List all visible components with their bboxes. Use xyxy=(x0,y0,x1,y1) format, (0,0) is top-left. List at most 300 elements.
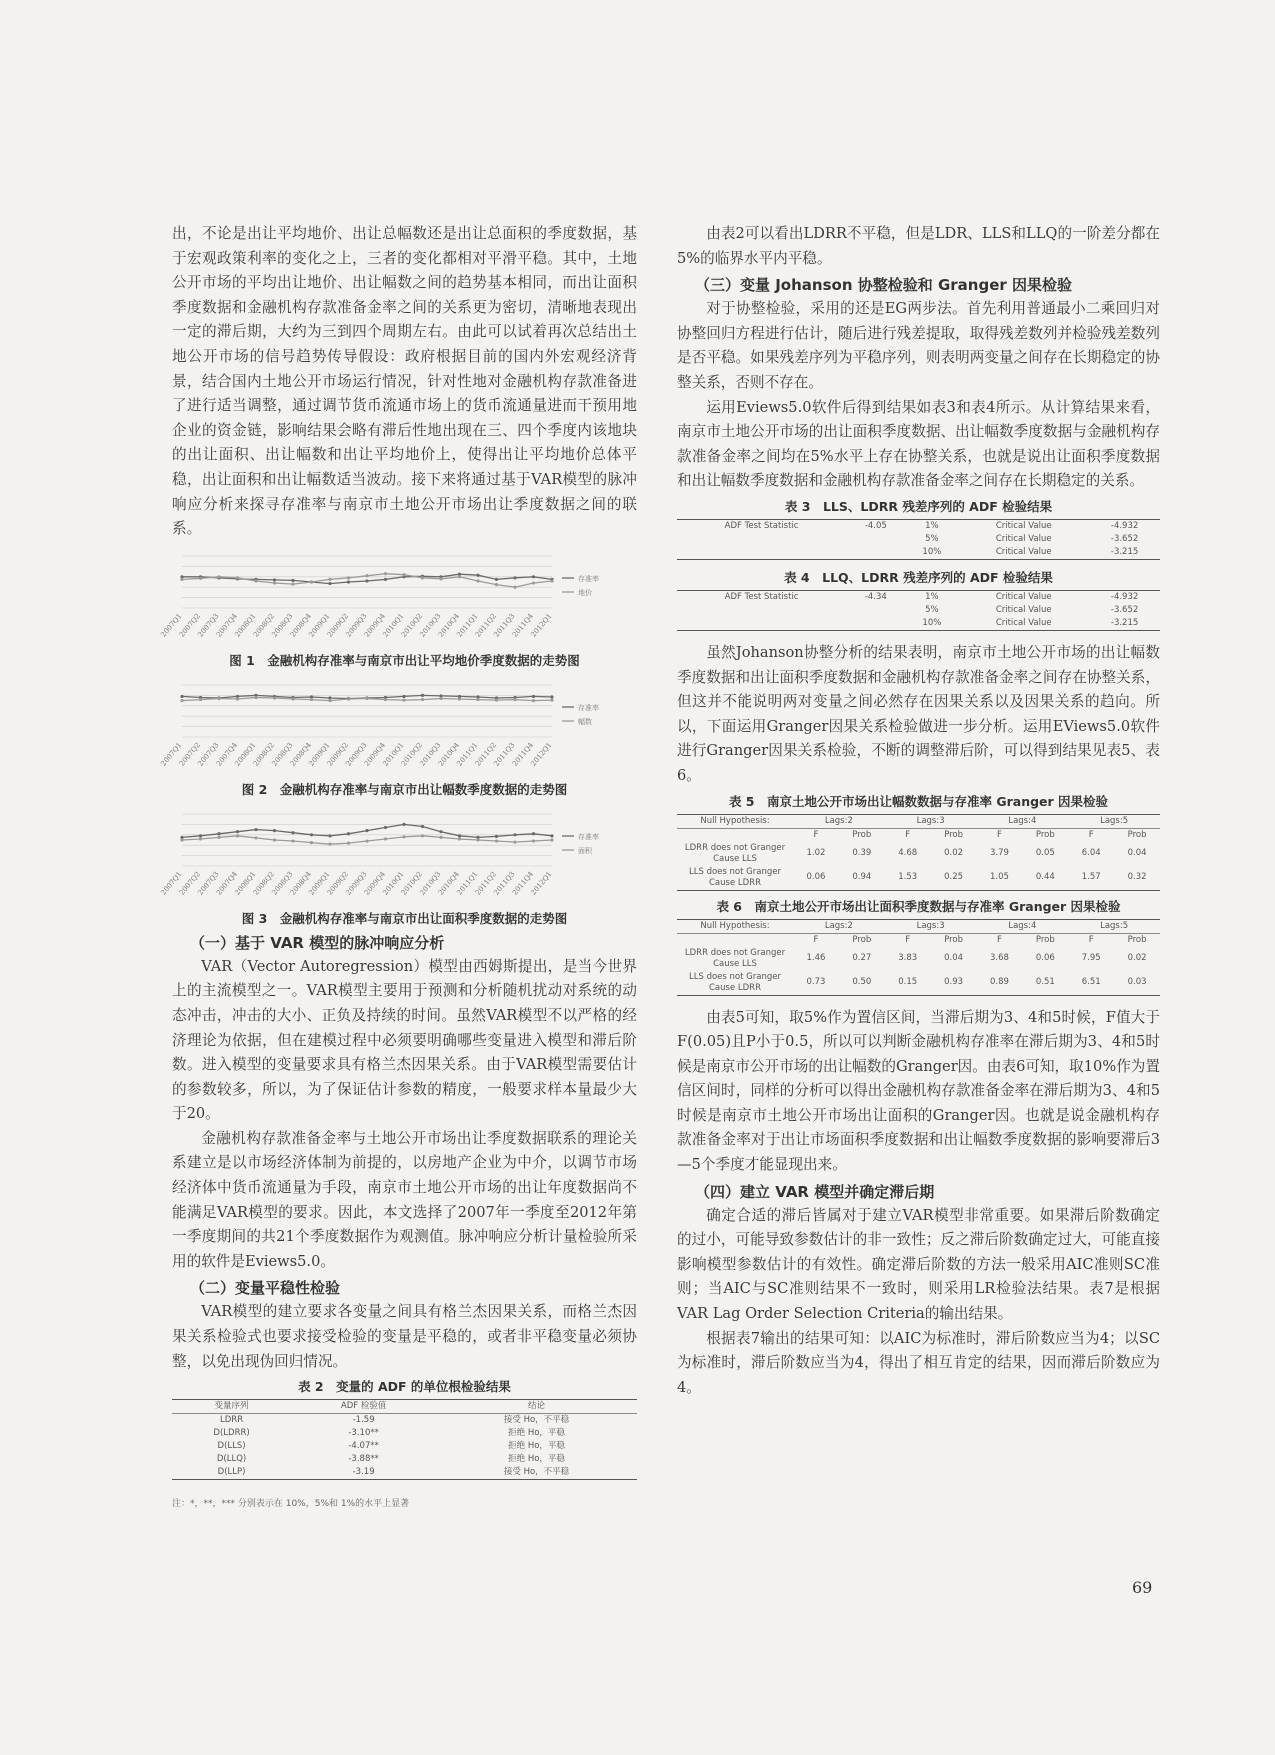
table-cell: -1.59 xyxy=(352,1415,375,1426)
table-cell xyxy=(846,617,905,631)
table-cell: LDRR xyxy=(220,1415,244,1426)
table-cell xyxy=(846,604,905,617)
table-cell: Critical Value xyxy=(995,546,1052,557)
table-cell: Prob xyxy=(1127,934,1147,945)
data-point xyxy=(199,837,202,840)
table-cell: 1.02 xyxy=(806,848,826,858)
table-cell: LDRR does not Granger Cause LLS xyxy=(684,947,786,969)
table-cell: 拒绝 Ho，平稳 xyxy=(508,1441,565,1452)
table-row xyxy=(677,590,1160,604)
data-point xyxy=(199,698,202,701)
table-header: Lags:2 xyxy=(824,920,853,931)
paragraph: 虽然Johanson协整分析的结果表明，南京市土地公开市场的出让幅数季度数据和出让面积季度数据和金融机构存款准备金率之间存在协整关系，但这并不能说明两对变量之间必然存在因果关系以及因果关系的趋向。所以，下面运用Granger因果关系检验做进一步分析。运用EViews5.0软件进行Granger因果关系检验，不断的调整滞后阶，可以得到结果见表5、表6。 xyxy=(677,643,1160,784)
data-point xyxy=(328,578,331,581)
x-tick-label: 2008Q2 xyxy=(251,740,277,768)
data-point xyxy=(458,575,461,578)
table-header: Lags:5 xyxy=(1100,815,1129,826)
table-row xyxy=(172,1453,637,1466)
data-point xyxy=(199,834,202,837)
table-cell: -3.652 xyxy=(1110,604,1139,615)
data-point xyxy=(199,576,202,579)
data-point xyxy=(421,698,424,701)
legend-label: 面积 xyxy=(578,846,592,855)
table-cell xyxy=(846,533,905,546)
data-point xyxy=(550,698,553,701)
table-cell: 拒绝 Ho，平稳 xyxy=(508,1454,565,1465)
table-row xyxy=(677,519,1160,533)
data-point xyxy=(513,585,516,588)
section-heading-3: （三）变量 Johanson 协整检验和 Granger 因果检验 xyxy=(695,276,1072,295)
table-cell: 1% xyxy=(925,591,939,602)
data-point xyxy=(458,834,461,837)
table-4 xyxy=(677,590,1160,631)
x-tick-label: 2011Q2 xyxy=(473,611,499,639)
table-row xyxy=(677,947,1160,971)
table-cell: 5% xyxy=(925,604,939,615)
table-cell: 3.83 xyxy=(898,953,918,963)
table-cell: -3.19 xyxy=(352,1467,375,1478)
data-point xyxy=(439,697,442,700)
figure-2-caption: 图 2 金融机构存准率与南京市出让幅数季度数据的走势图 xyxy=(241,781,568,797)
table-cell: Critical Value xyxy=(995,520,1052,531)
x-tick-label: 2012Q1 xyxy=(529,740,554,768)
table-cell: -4.932 xyxy=(1110,591,1139,602)
table-cell: -4.07** xyxy=(348,1441,379,1452)
table-row xyxy=(677,533,1160,546)
data-point xyxy=(439,836,442,839)
data-point xyxy=(291,582,294,585)
section-heading-1: （一）基于 VAR 模型的脉冲响应分析 xyxy=(190,933,445,952)
table-cell: 接受 Ho，不平稳 xyxy=(503,1415,570,1426)
table-cell: 0.51 xyxy=(1035,977,1055,987)
data-point xyxy=(402,823,405,826)
table-cell: D(LLS) xyxy=(217,1441,246,1452)
table-cell: 0.50 xyxy=(852,977,872,987)
table-cell: 0.89 xyxy=(989,977,1009,987)
data-point xyxy=(384,826,387,829)
table-header: Null Hypothesis: xyxy=(700,815,770,826)
table-cell xyxy=(677,604,846,617)
table-row xyxy=(677,866,1160,891)
figure-3 xyxy=(159,806,637,929)
table-cell: 接受 Ho，不平稳 xyxy=(503,1467,570,1478)
data-point xyxy=(532,832,535,835)
paragraph: 对于协整检验，采用的还是EG两步法。首先利用普通最小二乘回归对协整回归方程进行估计，随后进行残差提取，取得残差数列并检验残差数列是否平稳。如果残差序列为平稳序列，则表明两变量之间存在长期稳定的协整关系，否则不存在。 xyxy=(677,300,1160,391)
table-cell: 0.02 xyxy=(1127,953,1147,963)
table-cell: Prob xyxy=(1035,934,1055,945)
legend-label: 存准率 xyxy=(578,703,599,712)
table-5 xyxy=(677,814,1160,891)
table-cell: -3.215 xyxy=(1110,617,1139,628)
table-header: Lags:3 xyxy=(916,920,945,931)
table-cell: F xyxy=(905,934,911,945)
data-point xyxy=(532,699,535,702)
paragraph: VAR（Vector Autoregression）模型由西姆斯提出，是当今世界上的主流模型之一。VAR模型主要用于预测和分析随机扰动对系统的动态冲击，冲击的大小、正负及持续的时间。虽然VAR模型不以严格的经济理论为依据，但在建模过程中必须要明确哪些变量进入模型和滞后阶数。进入模型的变量要求具有格兰杰因果关系。由于VAR模型需要估计的参数较多，所以，为了保证估计参数的精度，一般要求样本量最少大于20。 xyxy=(172,957,637,1123)
table-cell: 0.94 xyxy=(852,872,872,882)
x-tick-label: 2007Q2 xyxy=(177,740,203,768)
table-row xyxy=(172,1466,637,1480)
data-point xyxy=(180,695,183,698)
x-tick-label: 2009Q4 xyxy=(362,611,388,639)
data-point xyxy=(347,697,350,700)
table-cell: 6.04 xyxy=(1081,848,1101,858)
data-point xyxy=(513,833,516,836)
table-cell: Prob xyxy=(944,934,963,945)
table-4-caption: 表 4 LLQ、LDRR 残差序列的 ADF 检验结果 xyxy=(784,569,1053,585)
paragraph: 由表5可知，取5%作为置信区间，当滞后期为3、4和5时候，F值大于F(0.05)且P小于0.5，所以可以判断金融机构存准率在滞后期为3、4和5时候是南京市公开市场的出让幅数的Granger因。由表6可知，取10%作为置信区间时，同样的分析可以得出金融机构存款准备金率在滞后期为3、4和5时候是南京市土地公开市场出让面积的Granger因。也就是说金融机构存款准备金率对于出让市场面积季度数据和出让幅数季度数据的影响要滞后3—5个季度才能显现出来。 xyxy=(677,1008,1160,1174)
table-2-note: 注：*，**，*** 分别表示在 10%，5%和 1%的水平上显著 xyxy=(172,1499,410,1510)
table-cell: 0.73 xyxy=(806,977,826,987)
x-tick-label: 2009Q4 xyxy=(362,869,388,897)
table-cell: 0.02 xyxy=(944,848,964,858)
data-point xyxy=(347,580,350,583)
data-point xyxy=(513,576,516,579)
figure-2-chart xyxy=(159,677,637,777)
x-tick-label: 2008Q3 xyxy=(270,869,295,897)
data-point xyxy=(328,834,331,837)
x-tick-label: 2008Q2 xyxy=(251,611,277,639)
data-point xyxy=(365,839,368,842)
x-tick-label: 2007Q3 xyxy=(196,869,221,897)
x-tick-label: 2009Q3 xyxy=(344,740,369,768)
table-cell: 0.06 xyxy=(806,872,826,882)
data-point xyxy=(421,576,424,579)
x-tick-label: 2011Q2 xyxy=(473,740,499,768)
data-point xyxy=(365,574,368,577)
legend-label: 地价 xyxy=(578,588,592,597)
data-point xyxy=(476,838,479,841)
data-point xyxy=(236,834,239,837)
x-tick-label: 2010Q2 xyxy=(399,740,425,768)
x-tick-label: 2007Q1 xyxy=(159,869,184,897)
data-point xyxy=(254,828,257,831)
section-heading-2: （二）变量平稳性检验 xyxy=(190,1279,341,1298)
table-header: 变量序列 xyxy=(214,1401,249,1412)
table-cell: ADF Test Statistic xyxy=(724,520,799,531)
table-cell: 0.04 xyxy=(1127,848,1147,858)
paragraph: 金融机构存款准备金率与土地公开市场出让季度数据联系的理论关系建立是以市场经济体制为前提的，以房地产企业为中介，以调节市场经济体中货币流通量为手段，南京市土地公开市场的出让年度数据尚不能满足VAR模型的要求。因此，本文选择了2007年一季度至2012年第一季度期间的共21个季度数据作为观测值。脉冲响应分析计量检验所采用的软件是Eviews5.0。 xyxy=(172,1129,637,1270)
table-cell: Prob xyxy=(1127,829,1147,840)
x-tick-label: 2007Q1 xyxy=(159,611,184,639)
table-header: Lags:4 xyxy=(1008,920,1037,931)
x-tick-label: 2011Q4 xyxy=(510,740,536,768)
data-point xyxy=(273,696,276,699)
table-cell: 0.06 xyxy=(1035,953,1055,963)
table-cell: LLS does not Granger Cause LDRR xyxy=(689,971,781,993)
data-point xyxy=(273,578,276,581)
x-tick-label: 2011Q1 xyxy=(455,869,480,897)
table-cell: -3.10** xyxy=(348,1428,379,1439)
x-tick-label: 2011Q1 xyxy=(455,740,480,768)
table-cell: 0.15 xyxy=(898,977,918,987)
data-point xyxy=(236,830,239,833)
x-tick-label: 2009Q1 xyxy=(307,611,332,639)
table-5-caption: 表 5 南京土地公开市场出让幅数数据与存准率 Granger 因果检验 xyxy=(728,793,1109,809)
x-tick-label: 2010Q2 xyxy=(399,869,425,897)
table-cell: 5% xyxy=(925,533,939,544)
table-cell: LDRR does not Granger Cause LLS xyxy=(684,842,786,864)
table-cell: F xyxy=(813,934,819,945)
x-tick-label: 2010Q2 xyxy=(399,611,425,639)
x-tick-label: 2007Q2 xyxy=(177,869,203,897)
paragraph: 运用Eviews5.0软件后得到结果如表3和表4所示。从计算结果来看，南京市土地公开市场的出让面积季度数据、出让幅数季度数据与金融机构存款准备金率之间均在5%水平上存在协整关系，也就是说出让面积季度数据和出让幅数季度数据和金融机构存款准备金率之间存在长期稳定的关系。 xyxy=(677,398,1160,490)
table-cell xyxy=(846,546,905,560)
table-cell: 10% xyxy=(922,546,942,557)
x-tick-label: 2007Q3 xyxy=(196,740,221,768)
table-cell: 3.79 xyxy=(989,848,1009,858)
data-point xyxy=(421,834,424,837)
data-point xyxy=(402,835,405,838)
table-cell: 0.25 xyxy=(944,872,964,882)
table-2-caption: 表 2 变量的 ADF 的单位根检验结果 xyxy=(298,1379,511,1395)
data-point xyxy=(291,831,294,834)
table-cell: F xyxy=(996,934,1002,945)
x-tick-label: 2009Q3 xyxy=(344,869,369,897)
table-cell: 4.68 xyxy=(898,848,918,858)
table-3-caption: 表 3 LLS、LDRR 残差序列的 ADF 检验结果 xyxy=(784,498,1053,514)
data-point xyxy=(291,839,294,842)
table-cell: Critical Value xyxy=(995,533,1052,544)
table-cell: F xyxy=(1088,829,1094,840)
table-header: Null Hypothesis: xyxy=(700,920,770,931)
data-point xyxy=(550,834,553,837)
data-point xyxy=(273,829,276,832)
table-row xyxy=(677,546,1160,560)
x-tick-label: 2011Q4 xyxy=(510,869,536,897)
data-point xyxy=(476,573,479,576)
table-cell: 0.27 xyxy=(852,953,872,963)
x-tick-label: 2010Q3 xyxy=(418,611,443,639)
data-point xyxy=(347,841,350,844)
figure-1-chart xyxy=(159,548,637,648)
x-tick-label: 2008Q2 xyxy=(251,869,277,897)
table-cell: D(LLQ) xyxy=(216,1454,247,1465)
table-cell: -4.34 xyxy=(864,591,887,602)
data-point xyxy=(402,573,405,576)
data-point xyxy=(495,583,498,586)
figure-3-chart xyxy=(159,806,637,906)
table-cell: -4.05 xyxy=(864,520,887,531)
data-point xyxy=(347,832,350,835)
data-point xyxy=(384,698,387,701)
page-number: 69 xyxy=(1132,1578,1153,1597)
data-point xyxy=(328,842,331,845)
figure-1-caption: 图 1 金融机构存准率与南京市出让平均地价季度数据的走势图 xyxy=(229,652,580,668)
x-tick-label: 2012Q1 xyxy=(529,611,554,639)
table-header: Lags:2 xyxy=(824,815,853,826)
data-point xyxy=(458,697,461,700)
figure-1 xyxy=(159,548,637,671)
table-subheader-row xyxy=(677,828,1160,842)
x-tick-label: 2007Q1 xyxy=(159,740,184,768)
data-point xyxy=(236,697,239,700)
table-cell: -3.88** xyxy=(348,1454,379,1465)
table-2 xyxy=(172,1399,637,1480)
data-point xyxy=(550,838,553,841)
data-point xyxy=(532,695,535,698)
x-tick-label: 2008Q4 xyxy=(288,740,314,768)
table-cell: 7.95 xyxy=(1081,953,1101,963)
data-point xyxy=(310,841,313,844)
table-row xyxy=(172,1414,637,1428)
x-tick-label: 2007Q4 xyxy=(214,869,240,897)
table-cell: F xyxy=(1088,934,1094,945)
table-cell: -4.932 xyxy=(1110,520,1139,531)
data-point xyxy=(513,698,516,701)
data-point xyxy=(476,698,479,701)
table-cell: 0.05 xyxy=(1035,848,1055,858)
table-cell: LLS does not Granger Cause LDRR xyxy=(689,866,781,888)
table-row xyxy=(677,842,1160,866)
table-cell: 拒绝 Ho，平稳 xyxy=(508,1428,565,1439)
legend-label: 存准率 xyxy=(578,574,599,583)
data-point xyxy=(384,578,387,581)
paragraph: 由表2可以看出LDRR不平稳，但是LDR、LLS和LLQ的一阶差分都在5%的临界水平内平稳。 xyxy=(677,225,1160,267)
table-cell xyxy=(677,546,846,560)
data-point xyxy=(254,836,257,839)
x-tick-label: 2009Q2 xyxy=(325,740,351,768)
data-point xyxy=(217,836,220,839)
table-cell: F xyxy=(813,829,819,840)
paragraph: 根据表7输出的结果可知：以AIC为标准时，滞后阶数应当为4；以SC为标准时，滞后阶数应当为4，得出了相互肯定的结果，因而滞后阶数应为4。 xyxy=(677,1329,1160,1396)
legend-label: 幅数 xyxy=(578,717,592,726)
data-point xyxy=(365,697,368,700)
data-point xyxy=(495,834,498,837)
data-point xyxy=(458,837,461,840)
data-point xyxy=(421,825,424,828)
table-cell: Prob xyxy=(944,829,963,840)
table-6-caption: 表 6 南京土地公开市场出让面积季度数据与存准率 Granger 因果检验 xyxy=(716,898,1121,914)
x-tick-label: 2009Q1 xyxy=(307,869,332,897)
data-point xyxy=(495,698,498,701)
table-cell: 0.93 xyxy=(944,977,964,987)
table-cell: 1.53 xyxy=(898,872,918,882)
data-point xyxy=(495,578,498,581)
x-tick-label: 2011Q3 xyxy=(492,740,517,768)
table-row xyxy=(677,971,1160,996)
table-row xyxy=(677,617,1160,631)
x-tick-label: 2011Q1 xyxy=(455,611,480,639)
data-point xyxy=(365,579,368,582)
x-tick-label: 2011Q3 xyxy=(492,611,517,639)
data-point xyxy=(550,579,553,582)
table-cell xyxy=(677,533,846,546)
data-point xyxy=(180,578,183,581)
data-point xyxy=(402,698,405,701)
x-tick-label: 2011Q2 xyxy=(473,869,499,897)
x-tick-label: 2008Q1 xyxy=(233,740,258,768)
data-point xyxy=(421,694,424,697)
x-tick-label: 2010Q3 xyxy=(418,740,443,768)
x-tick-label: 2009Q1 xyxy=(307,740,332,768)
data-point xyxy=(217,575,220,578)
table-header: ADF 检验值 xyxy=(340,1401,387,1412)
x-tick-label: 2008Q3 xyxy=(270,740,295,768)
table-cell: 10% xyxy=(922,617,942,628)
x-tick-label: 2009Q2 xyxy=(325,611,351,639)
table-header: Lags:4 xyxy=(1008,815,1037,826)
data-point xyxy=(550,695,553,698)
table-cell: 1.46 xyxy=(806,953,826,963)
data-point xyxy=(384,572,387,575)
table-cell: Prob xyxy=(1035,829,1055,840)
x-tick-label: 2010Q1 xyxy=(381,740,406,768)
data-point xyxy=(310,833,313,836)
data-point xyxy=(217,832,220,835)
table-cell: D(LDRR) xyxy=(213,1428,250,1439)
data-point xyxy=(310,580,313,583)
table-cell: 1.57 xyxy=(1081,872,1101,882)
right-column xyxy=(677,222,1160,1400)
x-tick-label: 2008Q1 xyxy=(233,611,258,639)
table-cell: -3.652 xyxy=(1110,533,1139,544)
data-point xyxy=(273,838,276,841)
data-point xyxy=(217,697,220,700)
table-cell: 1% xyxy=(925,520,939,531)
paragraph: 出，不论是出让平均地价、出让总幅数还是出让总面积的季度数据，基于宏观政策利率的变化之上，三者的变化都相对平滑平稳。其中，土地公开市场的平均出让地价、出让幅数之间的趋势基本相同，而出让面积季度数据和金融机构存款准备金率之间的关系更为密切，清晰地表现出一定的滞后期，大约为三到四个周期左右。由此可以试着再次总结出土地公开市场的信号趋势传导假设：政府根据目前的国内外宏观经济背景，结合国内土地公开市场运行情况，针对性地对金融机构存款准备进了进行适当调整，通过调节货币流通市场上的货币流通量进而干预用地企业的资金链，影响结果会略有滞后性地出现在三、四个季度内该地块的出让面积、出让幅数和出让平均地价上，使得出让平均地价总体平稳，出让面积和出让幅数适当波动。接下来将通过基于VAR模型的脉冲响应分析来探寻存准率与南京市土地公开市场出让季度数据之间的联系。 xyxy=(172,225,637,538)
table-cell: Prob xyxy=(852,829,872,840)
data-point xyxy=(439,577,442,580)
data-point xyxy=(513,840,516,843)
table-cell: F xyxy=(905,829,911,840)
data-point xyxy=(291,697,294,700)
figure-3-caption: 图 3 金融机构存准率与南京市出让面积季度数据的走势图 xyxy=(241,910,568,926)
table-cell: Prob xyxy=(852,934,872,945)
x-tick-label: 2010Q4 xyxy=(436,611,462,639)
data-point xyxy=(402,695,405,698)
data-point xyxy=(532,839,535,842)
data-point xyxy=(495,839,498,842)
paragraph: 确定合适的滞后皆属对于建立VAR模型非常重要。如果滞后阶数确定的过小，可能导致参数估计的非一致性；反之滞后阶数确定过大，可能直接影响模型参数估计的有效性。确定滞后阶数的方法一般采用AIC准则SC准则；当AIC与SC准则结果不一致时，则采用LR检验法结果。表7是根据VAR Lag Order Selection Criteria的输出结果。 xyxy=(677,1206,1160,1323)
x-tick-label: 2007Q3 xyxy=(196,611,221,639)
x-tick-label: 2011Q3 xyxy=(492,869,517,897)
x-tick-label: 2010Q1 xyxy=(381,611,406,639)
table-row xyxy=(677,604,1160,617)
data-point xyxy=(273,581,276,584)
x-tick-label: 2010Q3 xyxy=(418,869,443,897)
table-row xyxy=(172,1427,637,1440)
x-tick-label: 2010Q4 xyxy=(436,740,462,768)
data-point xyxy=(291,579,294,582)
paragraph: VAR模型的建立要求各变量之间具有格兰杰因果关系，而格兰杰因果关系检验式也要求接受检验的变量是平稳的，或者非平稳变量必须协整，以免出现伪回归情况。 xyxy=(172,1303,637,1370)
data-point xyxy=(384,837,387,840)
x-tick-label: 2010Q1 xyxy=(381,869,406,897)
data-point xyxy=(532,581,535,584)
x-tick-label: 2008Q3 xyxy=(270,611,295,639)
table-subheader-row xyxy=(677,933,1160,947)
table-cell: 3.68 xyxy=(989,953,1009,963)
data-point xyxy=(328,582,331,585)
table-cell: 1.05 xyxy=(989,872,1009,882)
table-cell: Critical Value xyxy=(995,617,1052,628)
data-point xyxy=(328,699,331,702)
x-tick-label: 2008Q4 xyxy=(288,869,314,897)
table-cell: -3.215 xyxy=(1110,546,1139,557)
x-tick-label: 2010Q4 xyxy=(436,869,462,897)
data-point xyxy=(180,838,183,841)
table-cell: 0.39 xyxy=(852,848,872,858)
table-cell: Critical Value xyxy=(995,604,1052,615)
legend-label: 存准率 xyxy=(578,832,599,841)
x-tick-label: 2012Q1 xyxy=(529,869,554,897)
table-cell: 0.44 xyxy=(1035,872,1055,882)
table-header: 结论 xyxy=(528,1401,546,1412)
table-cell: F xyxy=(996,829,1002,840)
data-point xyxy=(254,696,257,699)
table-cell xyxy=(677,617,846,631)
table-cell: Critical Value xyxy=(995,591,1052,602)
table-6 xyxy=(677,919,1160,996)
